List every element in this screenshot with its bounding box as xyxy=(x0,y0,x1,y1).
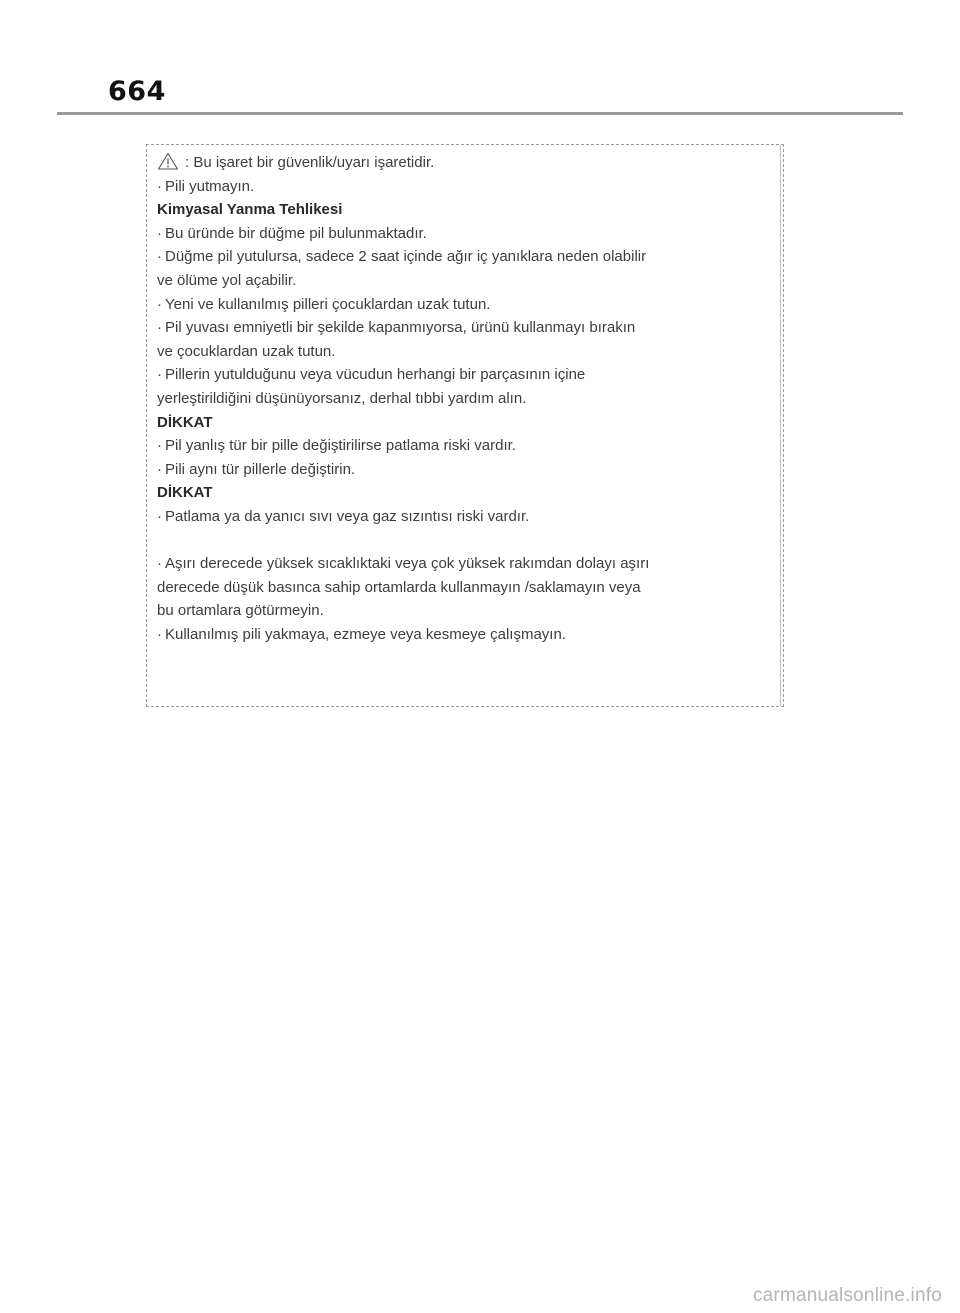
warning-line-text: Pil yanlış tür bir pille değiştirilirse patlama riski vardır. xyxy=(165,437,516,455)
warning-heading xyxy=(157,411,773,435)
warning-line-text: Bu üründe bir düğme pil bulunmaktadır. xyxy=(165,224,427,242)
warning-line-text: Pili aynı tür pillerle değiştirin. xyxy=(165,460,356,478)
bullet-mark: · xyxy=(157,437,162,455)
warning-bullet-line xyxy=(157,245,773,269)
bullet-mark: · xyxy=(157,625,162,643)
warning-line-text: Kullanılmış pili yakmaya, ezmeye veya kesmeye çalışmayın. xyxy=(165,625,566,643)
header-rule xyxy=(57,112,903,115)
warning-bullet-line xyxy=(157,623,773,647)
warning-heading xyxy=(157,198,773,222)
warning-bullet-line xyxy=(157,316,773,340)
warning-bullet-line xyxy=(157,175,773,199)
bullet-mark: · xyxy=(157,319,162,337)
warning-bullet-line xyxy=(157,363,773,387)
warning-continuation-line xyxy=(157,340,773,364)
warning-heading xyxy=(157,481,773,505)
bullet-mark: · xyxy=(157,507,162,525)
warning-line-text: derecede düşük basınca sahip ortamlarda kullanmayın /saklamayın veya xyxy=(157,578,641,596)
warning-bullet-line xyxy=(157,434,773,458)
warning-spacer xyxy=(157,529,773,553)
warning-continuation-line xyxy=(157,387,773,411)
bullet-mark: · xyxy=(157,224,162,242)
warning-bullet-line xyxy=(157,505,773,529)
warning-bullet-line xyxy=(157,458,773,482)
warning-continuation-line xyxy=(157,599,773,623)
page-number: 664 xyxy=(108,76,166,107)
warning-continuation-line xyxy=(157,576,773,600)
warning-line-text: DİKKAT xyxy=(157,484,213,502)
bullet-mark: · xyxy=(157,248,162,266)
warning-body xyxy=(157,175,773,647)
warning-line-text: Düğme pil yutulursa, sadece 2 saat içinde ağır iç yanıklara neden olabilir xyxy=(165,248,647,266)
warning-line-text: bu ortamlara götürmeyin. xyxy=(157,602,324,620)
bullet-mark: · xyxy=(157,460,162,478)
warning-line-text: DİKKAT xyxy=(157,413,213,431)
warning-line-text: ve ölüme yol açabilir. xyxy=(157,271,297,289)
warning-line-text: Pil yuvası emniyetli bir şekilde kapanmıyorsa, ürünü kullanmayı bırakın xyxy=(165,319,636,337)
warning-line-text: Kimyasal Yanma Tehlikesi xyxy=(157,201,343,219)
warning-bullet-line xyxy=(157,222,773,246)
warning-line-text: Yeni ve kullanılmış pilleri çocuklardan uzak tutun. xyxy=(165,295,491,313)
warning-line-text: Pillerin yutulduğunu veya vücudun herhangi bir parçasının içine xyxy=(165,366,586,384)
warning-line-text: ve çocuklardan uzak tutun. xyxy=(157,342,336,360)
warning-triangle-icon xyxy=(157,152,179,170)
warning-line-text: Pili yutmayın. xyxy=(165,177,255,195)
watermark: carmanualsonline.info xyxy=(752,1285,942,1306)
warning-intro-text: : Bu işaret bir güvenlik/uyarı işaretidir. xyxy=(185,154,435,171)
bullet-mark: · xyxy=(157,295,162,313)
warning-line-text: yerleştirildiğini düşünüyorsanız, derhal tıbbi yardım alın. xyxy=(157,389,527,407)
bullet-mark: · xyxy=(157,555,162,573)
warning-continuation-line xyxy=(157,269,773,293)
warning-intro-line xyxy=(157,151,773,175)
warning-line-text: Aşırı derecede yüksek sıcaklıktaki veya çok yüksek rakımdan dolayı aşırı xyxy=(165,555,650,573)
warning-lines xyxy=(157,151,773,646)
warning-line-text: Patlama ya da yanıcı sıvı veya gaz sızıntısı riski vardır. xyxy=(165,507,530,525)
bullet-mark: · xyxy=(157,366,162,384)
bullet-mark: · xyxy=(157,177,162,195)
battery-warning-box xyxy=(146,144,784,707)
warning-bullet-line xyxy=(157,552,773,576)
warning-bullet-line xyxy=(157,293,773,317)
